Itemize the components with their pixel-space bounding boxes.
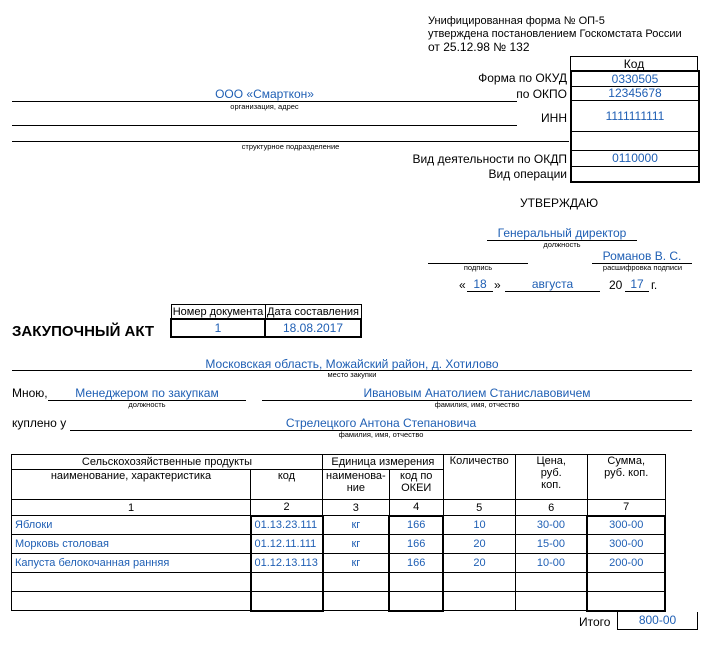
- header-products: Сельскохозяйственные продукты: [12, 455, 323, 470]
- table-row: [12, 516, 666, 535]
- operation-label: Вид операции: [488, 167, 567, 181]
- row-price: 15-00: [515, 535, 587, 554]
- organization-line-2: [12, 125, 517, 126]
- header-price: Цена, руб. коп.: [515, 455, 587, 500]
- form-header-line1: Унифицированная форма № ОП-5: [428, 15, 605, 27]
- document-title: ЗАКУПОЧНЫЙ АКТ: [12, 323, 155, 340]
- year-suffix: г.: [651, 278, 658, 292]
- okud-label: Форма по ОКУД: [478, 71, 567, 85]
- inn-label: ИНН: [541, 111, 567, 125]
- by-me-name-caption: фамилия, имя, отчество: [434, 400, 520, 409]
- col-num-5: 5: [443, 500, 515, 516]
- quote-close: »: [494, 278, 501, 292]
- approval-title: УТВЕРЖДАЮ: [520, 196, 599, 210]
- form-header-line2: утверждена постановлением Госкомстата России: [428, 28, 682, 40]
- subdivision-caption: структурное подразделение: [241, 142, 340, 151]
- year-line: [625, 291, 649, 292]
- empty-code-1: [570, 132, 700, 151]
- table-row: [12, 535, 666, 554]
- by-me-name: Ивановым Анатолием Станиславовичем: [363, 386, 591, 400]
- header-unit-name: наименова-ние: [323, 470, 390, 500]
- purchase-table: [11, 454, 666, 612]
- form-header-line3: от 25.12.98 № 132: [428, 40, 530, 54]
- row-okei: 166: [389, 554, 443, 573]
- row-okei: 166: [389, 535, 443, 554]
- row-price: [515, 573, 587, 592]
- row-qty: 20: [443, 535, 515, 554]
- place-value: Московская область, Можайский район, д. Хотилово: [205, 357, 499, 371]
- row-unit: кг: [323, 516, 390, 535]
- by-me-position: Менеджером по закупкам: [75, 386, 219, 400]
- form-header: [428, 15, 682, 54]
- col-num-6: 6: [515, 500, 587, 516]
- header-code: код: [251, 470, 323, 500]
- director-name: Романов В. С.: [602, 249, 682, 263]
- organization-name: ООО «Смарткон»: [215, 87, 314, 101]
- director-name-caption: расшифровка подписи: [602, 263, 683, 272]
- day-line: [467, 291, 493, 292]
- total-value: 800-00: [617, 612, 698, 630]
- okdp-label: Вид деятельности по ОКДП: [412, 152, 567, 166]
- row-unit: кг: [323, 535, 390, 554]
- month-line: [505, 291, 600, 292]
- approval-year: 17: [630, 277, 644, 291]
- row-qty: 20: [443, 554, 515, 573]
- doc-number-value: 1: [171, 319, 265, 337]
- row-okei: [389, 573, 443, 592]
- operation-value: [570, 167, 700, 183]
- header-name: наименование, характеристика: [12, 470, 251, 500]
- okpo-label: по ОКПО: [516, 87, 567, 101]
- director-position: Генеральный директор: [497, 226, 627, 240]
- inn-value: 1111111111: [570, 101, 700, 132]
- okpo-value: 12345678: [570, 86, 700, 101]
- row-unit: кг: [323, 554, 390, 573]
- approval-month: августа: [531, 277, 574, 291]
- organization-caption: организация, адрес: [230, 102, 299, 111]
- row-name: [12, 592, 251, 611]
- year-prefix: 20: [609, 278, 623, 292]
- seller-caption: фамилия, имя, отчество: [338, 430, 424, 439]
- doc-date-header: Дата составления: [267, 305, 359, 318]
- seller-name: Стрелецкого Антона Степановича: [285, 416, 477, 430]
- row-sum: [587, 592, 665, 611]
- bought-from-label: куплено у: [12, 416, 67, 430]
- doc-number-header: Номер документа: [172, 305, 264, 318]
- header-qty: Количество: [443, 455, 515, 500]
- approval-day: 18: [473, 277, 487, 291]
- row-price: 30-00: [515, 516, 587, 535]
- row-unit: [323, 592, 390, 611]
- row-code: 01.12.11.111: [251, 535, 323, 554]
- director-position-caption: должность: [543, 240, 581, 249]
- row-code: [251, 592, 323, 611]
- row-okei: [389, 592, 443, 611]
- row-code: 01.13.23.111: [251, 516, 323, 535]
- row-sum: 200-00: [587, 554, 665, 573]
- row-qty: [443, 573, 515, 592]
- okdp-value: 0110000: [570, 151, 700, 167]
- row-name: Яблоки: [12, 516, 251, 535]
- row-sum: [587, 573, 665, 592]
- table-row: [12, 573, 666, 592]
- document-number-table: [170, 304, 362, 338]
- by-me-position-caption: должность: [128, 400, 166, 409]
- row-code: 01.12.13.113: [251, 554, 323, 573]
- col-num-3: 3: [323, 500, 390, 516]
- row-name: Морковь столовая: [12, 535, 251, 554]
- row-qty: 10: [443, 516, 515, 535]
- doc-date-value: 18.08.2017: [265, 319, 361, 337]
- signature-caption: подпись: [463, 263, 493, 272]
- okud-value: 0330505: [570, 70, 700, 87]
- by-me-label: Мною,: [12, 386, 48, 400]
- col-num-1: 1: [12, 500, 251, 516]
- row-code: [251, 573, 323, 592]
- row-name: [12, 573, 251, 592]
- col-num-7: 7: [587, 500, 665, 516]
- header-sum: Сумма, руб. коп.: [587, 455, 665, 500]
- row-sum: 300-00: [587, 516, 665, 535]
- header-unit: Единица измерения: [323, 455, 444, 470]
- row-okei: 166: [389, 516, 443, 535]
- header-unit-okei: код по ОКЕИ: [389, 470, 443, 500]
- table-row: [12, 592, 666, 611]
- row-qty: [443, 592, 515, 611]
- row-name: Капуста белокочанная ранняя: [12, 554, 251, 573]
- col-num-4: 4: [389, 500, 443, 516]
- row-price: [515, 592, 587, 611]
- total-label: Итого: [579, 615, 611, 629]
- quote-open: «: [459, 278, 466, 292]
- row-sum: 300-00: [587, 535, 665, 554]
- table-row: [12, 554, 666, 573]
- row-price: 10-00: [515, 554, 587, 573]
- code-header: Код: [570, 56, 698, 71]
- place-caption: место закупки: [327, 370, 377, 379]
- col-num-2: 2: [251, 500, 323, 516]
- row-unit: [323, 573, 390, 592]
